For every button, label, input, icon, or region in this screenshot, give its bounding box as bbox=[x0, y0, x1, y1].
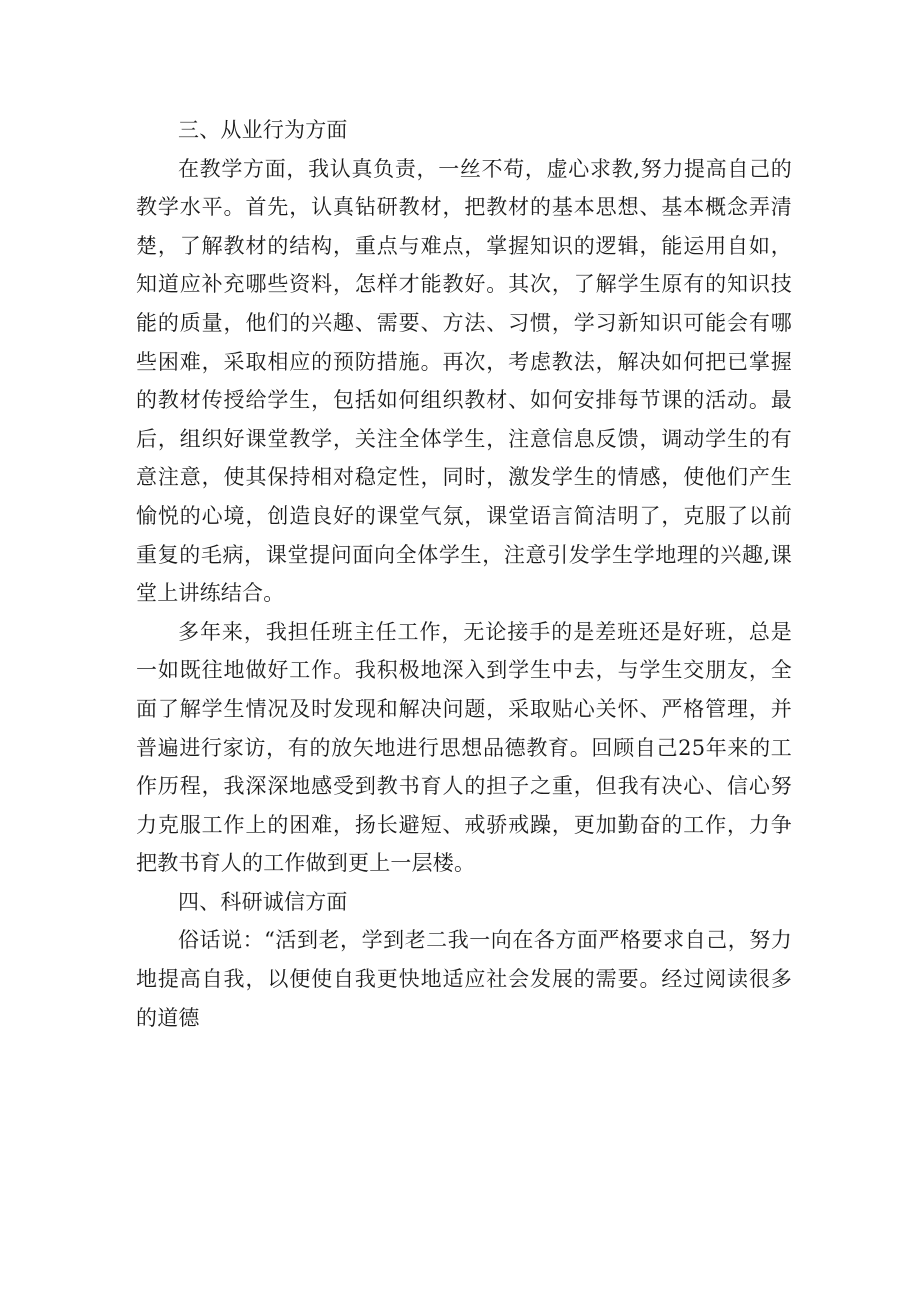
paragraph-class-teacher: 多年来，我担任班主任工作，无论接手的是差班还是好班，总是一如既往地做好工作。我积极地深入到学生中去，与学生交朋友，全面了解学生情况及时发现和解决问题，采取贴心关怀、严格管理，并普遍进行家访，有的放矢地进行思想品德教育。回顾自己25年来的工作历程，我深深地感受到教书育人的担子之重，但我有决心、信心努力克服工作上的困难，扬长避短、戒骄戒躁，更加勤奋的工作，力争把教书育人的工作做到更上一层楼。 bbox=[136, 619, 792, 876]
section-heading-research-integrity: 四、科研诚信方面 bbox=[178, 889, 348, 914]
section-heading-conduct: 三、从业行为方面 bbox=[178, 118, 348, 142]
paragraph-self-improvement: 俗话说：“活到老，学到老二我一向在各方面严格要求自己，努力地提高自我，以便使自我更快地适应社会发展的需要。经过阅读很多的道德 bbox=[136, 928, 792, 1030]
paragraph-teaching: 在教学方面，我认真负责，一丝不苟，虚心求教,努力提高自己的教学水平。首先，认真钻研教材，把教材的基本思想、基本概念弄清楚，了解教材的结构，重点与难点，掌握知识的逻辑，能运用自如，知道应补充哪些资料，怎样才能教好。其次，了解学生原有的知识技能的质量，他们的兴趣、需要、方法、习惯，学习新知识可能会有哪些困难，采取相应的预防措施。再次，考虑教法，解决如何把已掌握的教材传授给学生，包括如何组织教材、如何安排每节课的活动。最后，组织好课堂教学，关注全体学生，注意信息反馈，调动学生的有意注意，使其保持相对稳定性，同时，激发学生的情感，使他们产生愉悦的心境，创造良好的课堂气氛，课堂语言简洁明了，克服了以前重复的毛病，课堂提问面向全体学生，注意引发学生学地理的兴趣,课堂上讲练结合。 bbox=[136, 156, 792, 606]
document-body bbox=[136, 111, 792, 1037]
